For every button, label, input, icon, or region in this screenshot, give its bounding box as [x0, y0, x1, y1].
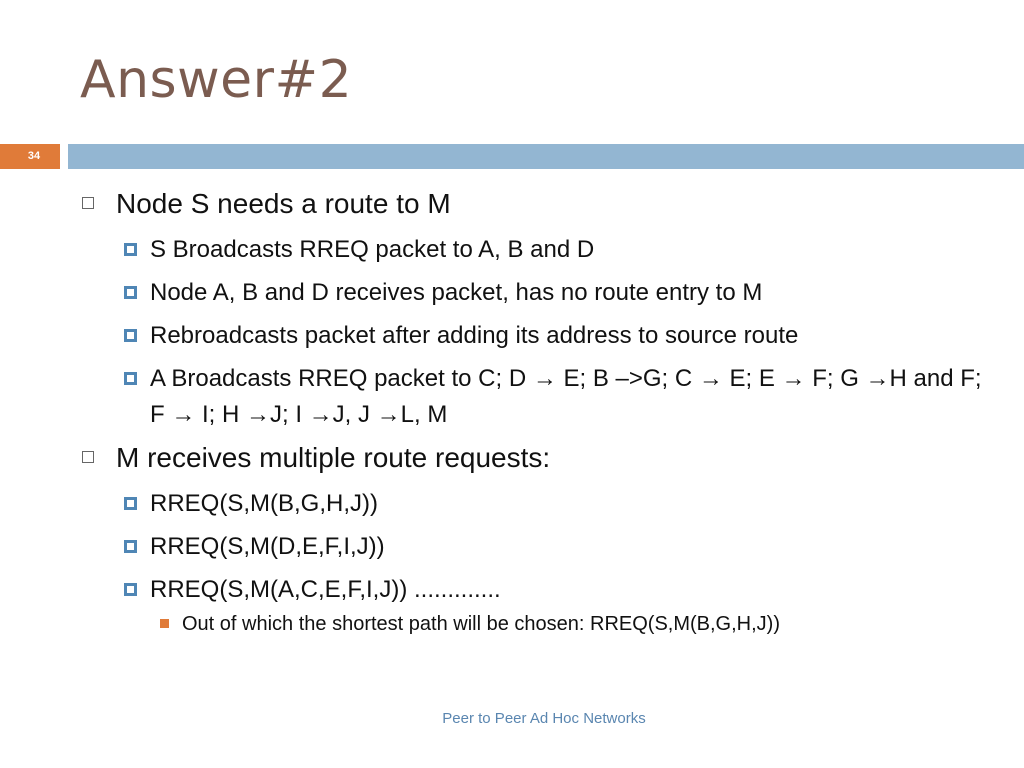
- bullet-text: Out of which the shortest path will be chosen: RREQ(S,M(B,G,H,J)): [182, 613, 780, 635]
- blue-square-bullet-icon: [124, 540, 137, 553]
- bullet-text: M receives multiple route requests:: [116, 442, 551, 473]
- bullet-text: RREQ(S,M(A,C,E,F,I,J)) .............: [150, 576, 501, 603]
- bullet-text: Node A, B and D receives packet, has no route entry to M: [150, 279, 763, 306]
- bullet-text: S Broadcasts RREQ packet to A, B and D: [150, 236, 595, 263]
- bullet-text: A Broadcasts RREQ packet to C; D → E; B –>G; C → E; E → F; G →H and F; F → I; H →J; I →J, J →L, M: [150, 365, 982, 428]
- bullet-text: Rebroadcasts packet after adding its address to source route: [150, 322, 799, 349]
- blue-square-bullet-icon: [124, 497, 137, 510]
- header-bar: [68, 144, 1024, 169]
- bullet-l2: [120, 572, 1002, 608]
- slide-title: Answer#2: [80, 50, 353, 110]
- slide-number-badge: [0, 144, 60, 169]
- bullet-l2: [120, 529, 1002, 565]
- bullet-l2: [120, 361, 1002, 433]
- bullet-l1: [82, 440, 1002, 476]
- bullet-l3: [158, 611, 1002, 637]
- orange-square-bullet-icon: [160, 619, 169, 628]
- blue-square-bullet-icon: [124, 329, 137, 342]
- hollow-square-bullet-icon: [82, 451, 94, 463]
- slide-footer: Peer to Peer Ad Hoc Networks: [442, 710, 646, 727]
- blue-square-bullet-icon: [124, 243, 137, 256]
- bullet-l2: [120, 318, 1002, 354]
- bullet-list: [82, 186, 1002, 637]
- slide-number: 34: [27, 150, 41, 162]
- bullet-l2: [120, 486, 1002, 522]
- blue-square-bullet-icon: [124, 372, 137, 385]
- bullet-l1: [82, 186, 1002, 222]
- blue-square-bullet-icon: [124, 286, 137, 299]
- bullet-text: RREQ(S,M(D,E,F,I,J)): [150, 533, 385, 560]
- blue-square-bullet-icon: [124, 583, 137, 596]
- bullet-l2: [120, 232, 1002, 268]
- bullet-text: Node S needs a route to M: [116, 188, 451, 219]
- bullet-text: RREQ(S,M(B,G,H,J)): [150, 490, 378, 517]
- hollow-square-bullet-icon: [82, 197, 94, 209]
- bullet-l2: [120, 275, 1002, 311]
